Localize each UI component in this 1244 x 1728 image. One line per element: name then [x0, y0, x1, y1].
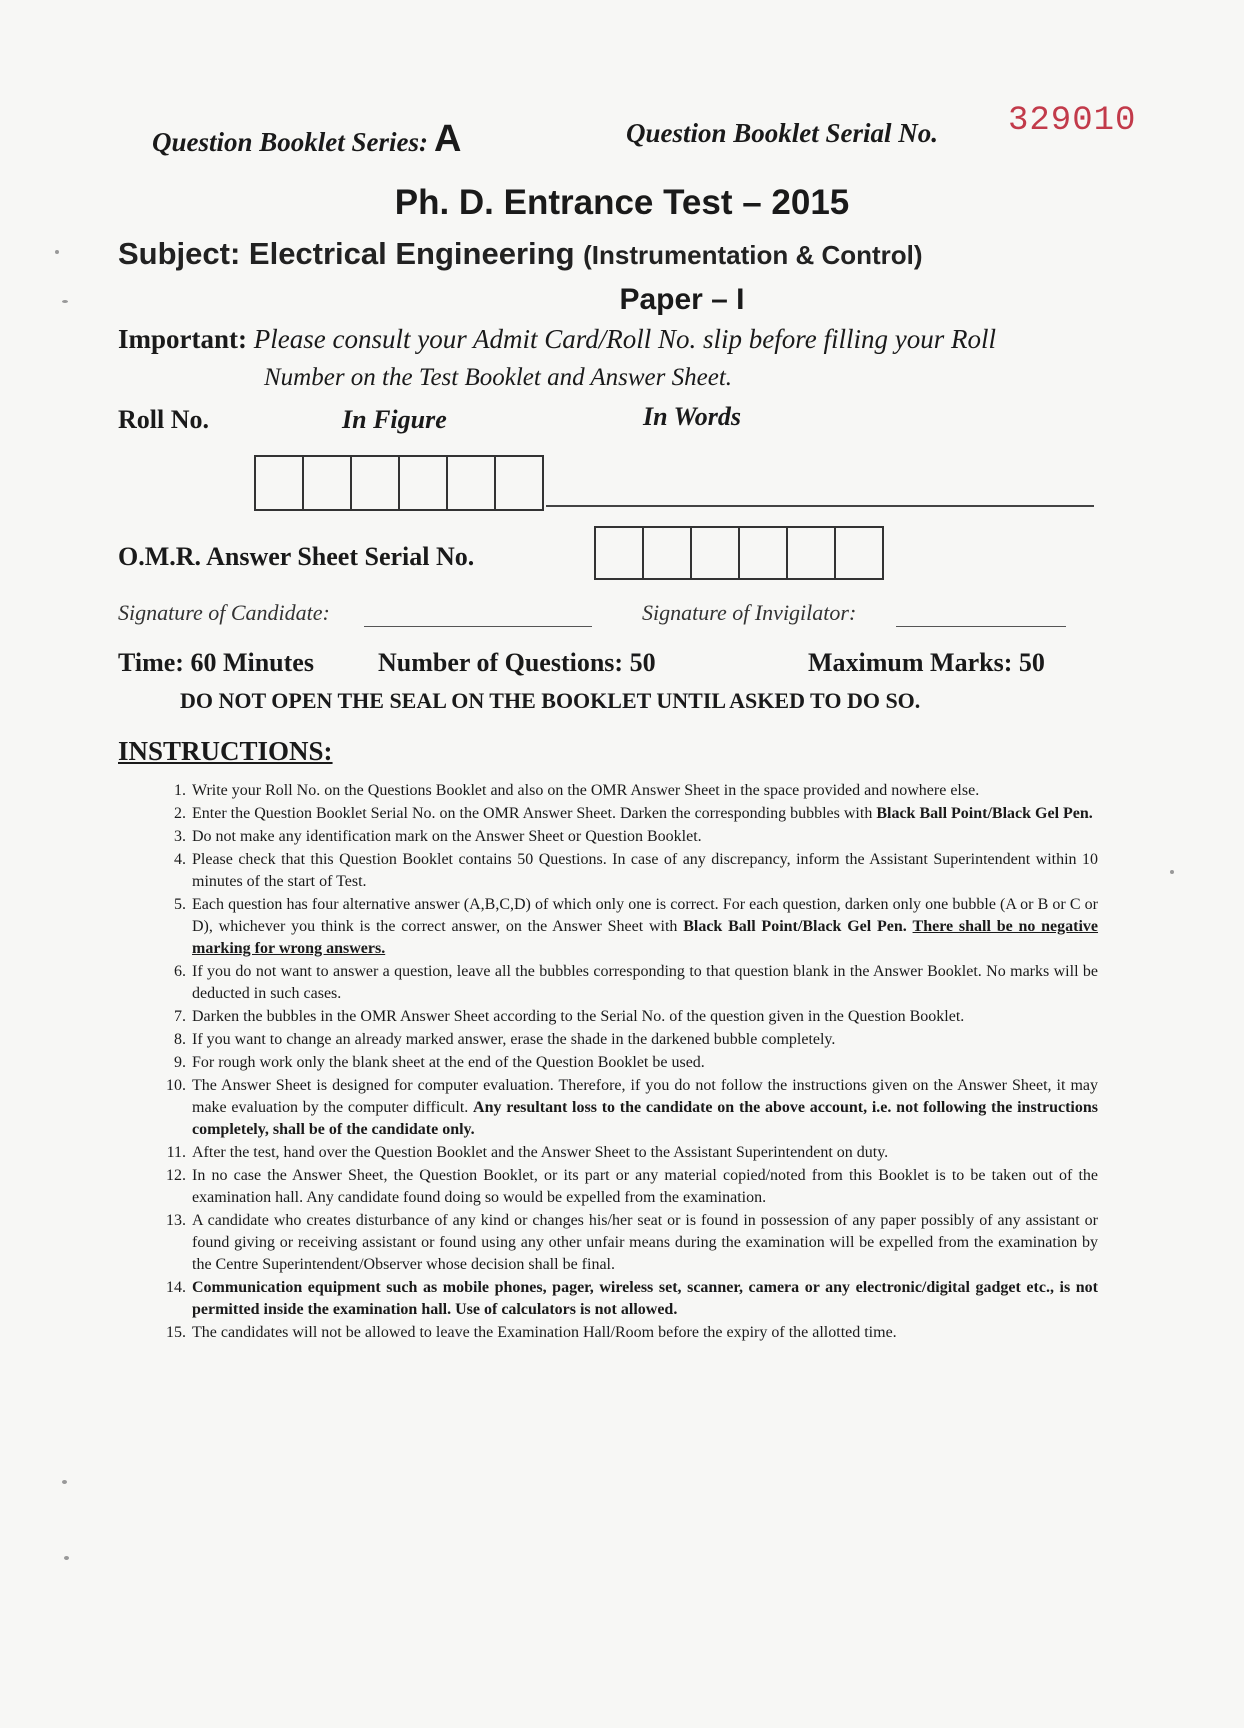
in-figure-label: In Figure: [342, 405, 447, 434]
candidate-signature-label: Signature of Candidate:: [118, 600, 330, 625]
instruction-text: If you want to change an already marked answer, erase the shade in the darkened bubble completely.: [192, 1031, 836, 1048]
instruction-number: 8.: [174, 1031, 186, 1048]
series-label: Question Booklet Series: A: [152, 118, 462, 160]
serial-number-stamp: 329010: [1008, 102, 1137, 140]
omr-serial-boxes[interactable]: [594, 526, 884, 580]
instruction-text: In no case the Answer Sheet, the Question Booklet, or its part or any material copied/noted from this Booklet is to be taken out of the examination hall. Any candidate found doing so would be expelled from the examination.: [192, 1167, 1098, 1206]
omr-digit-box[interactable]: [836, 528, 882, 578]
instruction-number: 13.: [166, 1212, 186, 1229]
roll-number-boxes[interactable]: [254, 455, 544, 511]
instruction-number: 14.: [166, 1279, 186, 1296]
candidate-signature-line[interactable]: [364, 626, 592, 627]
instruction-number: 11.: [166, 1144, 186, 1161]
invigilator-signature-line[interactable]: [896, 626, 1066, 627]
instruction-item: [118, 894, 1098, 960]
omr-label: O.M.R. Answer Sheet Serial No.: [118, 542, 475, 571]
instruction-text: If you do not want to answer a question, leave all the bubbles corresponding to that question blank in the Answer Booklet. No marks will be deducted in such cases.: [192, 963, 1098, 1002]
instruction-number: 5.: [174, 896, 186, 913]
instruction-number: 6.: [174, 963, 186, 980]
roll-digit-box[interactable]: [400, 457, 448, 509]
instruction-item: [118, 780, 1098, 802]
instruction-item: [118, 1075, 1098, 1141]
instructions-heading: INSTRUCTIONS:: [118, 736, 333, 766]
instruction-text: Each question has four alternative answer (A,B,C,D) of which only one is correct. For each question, darken only one bubble (A or B or C or D), whichever you think is the correct answer, on the Answer Sheet with: [192, 896, 1098, 935]
invigilator-signature-label: Signature of Invigilator:: [642, 600, 857, 625]
instruction-text: Do not make any identification mark on the Answer Sheet or Question Booklet.: [192, 828, 702, 845]
instruction-text: After the test, hand over the Question Booklet and the Answer Sheet to the Assistant Superintendent on duty.: [192, 1144, 889, 1161]
subject-specialization: (Instrumentation & Control): [583, 240, 923, 270]
instruction-item: [118, 1029, 1098, 1051]
roll-digit-box[interactable]: [352, 457, 400, 509]
page-title: Ph. D. Entrance Test – 2015: [394, 183, 850, 222]
instruction-text: The Answer Sheet is designed for computer evaluation. Therefore, if you do not follow the instructions given on the Answer Sheet, it may make evaluation by the computer difficult.: [192, 1077, 1098, 1116]
roll-number-row: [118, 402, 1118, 445]
instruction-bold-text: Communication equipment such as mobile phones, pager, wireless set, scanner, camera or any electronic/digital gadget etc., is not permitted inside the examination hall. Use of calculators is not allowed.: [192, 1279, 1098, 1318]
scan-speck: [64, 1556, 69, 1560]
scan-speck: [55, 250, 59, 254]
omr-digit-box[interactable]: [692, 528, 740, 578]
instructions-list: [118, 780, 1098, 1345]
instruction-number: 1.: [174, 782, 186, 799]
instruction-item: [118, 961, 1098, 1005]
paper-number: Paper – I: [619, 283, 745, 316]
scan-speck: [62, 300, 68, 303]
instruction-text: Enter the Question Booklet Serial No. on the OMR Answer Sheet. Darken the corresponding bubbles with: [192, 805, 877, 822]
instruction-item: [118, 803, 1098, 825]
subject-line: [118, 236, 923, 272]
scan-speck: [1170, 870, 1174, 874]
important-text-2: Number on the Test Booklet and Answer Sheet.: [264, 364, 733, 391]
instruction-item: [118, 1210, 1098, 1276]
instruction-text: Write your Roll No. on the Questions Booklet and also on the OMR Answer Sheet in the space provided and nowhere else.: [192, 782, 980, 799]
omr-digit-box[interactable]: [596, 528, 644, 578]
serial-label: Question Booklet Serial No.: [626, 118, 939, 148]
instruction-number: 7.: [174, 1008, 186, 1025]
maximum-marks: Maximum Marks: 50: [808, 648, 1045, 677]
instruction-number: 2.: [174, 805, 186, 822]
seal-warning: DO NOT OPEN THE SEAL ON THE BOOKLET UNTIL ASKED TO DO SO.: [180, 688, 921, 713]
instruction-item: [118, 849, 1098, 893]
roll-digit-box[interactable]: [496, 457, 542, 509]
instruction-number: 12.: [166, 1167, 186, 1184]
important-note: [118, 324, 996, 355]
instruction-item: [118, 1006, 1098, 1028]
instruction-item: [118, 1165, 1098, 1209]
roll-in-words-line[interactable]: [546, 505, 1094, 507]
instruction-number: 4.: [174, 851, 186, 868]
roll-digit-box[interactable]: [448, 457, 496, 509]
roll-digit-box[interactable]: [256, 457, 304, 509]
instruction-text: Please check that this Question Booklet contains 50 Questions. In case of any discrepancy, inform the Assistant Superintendent within 10 minutes of the start of Test.: [192, 851, 1098, 890]
scan-speck: [62, 1480, 67, 1484]
instruction-item: [118, 1052, 1098, 1074]
booklet-header-row: [152, 102, 1137, 160]
omr-digit-box[interactable]: [644, 528, 692, 578]
instruction-item: [118, 1322, 1098, 1344]
instruction-text: For rough work only the blank sheet at the end of the Question Booklet be used.: [192, 1054, 705, 1071]
instruction-item: [118, 1277, 1098, 1321]
important-label: Important:: [118, 324, 247, 354]
instruction-item: [118, 1142, 1098, 1164]
roll-digit-box[interactable]: [304, 457, 352, 509]
instruction-underlined-text: There shall be no negative marking for wrong answers.: [192, 918, 1099, 957]
instruction-number: 3.: [174, 828, 186, 845]
instruction-text: The candidates will not be allowed to leave the Examination Hall/Room before the expiry of the allotted time.: [192, 1324, 897, 1341]
instruction-text: A candidate who creates disturbance of any kind or changes his/her seat or is found in possession of any paper possibly of any assistant or found giving or receiving assistant or found using any other unfair means during the examination will be expelled from the examination by the Centre Superintendent/Observer whose decision shall be final.: [192, 1212, 1098, 1273]
instruction-number: 9.: [174, 1054, 186, 1071]
roll-label: Roll No.: [118, 405, 209, 434]
question-count: Number of Questions: 50: [378, 648, 656, 677]
instruction-number: 15.: [166, 1324, 186, 1341]
instruction-bold-text: Black Ball Point/Black Gel Pen.: [683, 918, 907, 935]
important-text-1: Please consult your Admit Card/Roll No. slip before filling your Roll: [253, 324, 996, 354]
subject-main: Subject: Electrical Engineering: [118, 236, 575, 271]
exam-meta-row: [118, 648, 1118, 684]
instruction-number: 10.: [166, 1077, 186, 1094]
instruction-bold-text: Any resultant loss to the candidate on the above account, i.e. not following the instructions completely, shall be of the candidate only.: [192, 1099, 1099, 1138]
series-letter: A: [434, 118, 462, 160]
instruction-bold-text: Black Ball Point/Black Gel Pen.: [876, 805, 1093, 822]
in-words-label: In Words: [643, 402, 742, 431]
time-limit: Time: 60 Minutes: [118, 648, 314, 677]
instruction-text: Darken the bubbles in the OMR Answer Sheet according to the Serial No. of the question given in the Question Booklet.: [192, 1008, 965, 1025]
instruction-item: [118, 826, 1098, 848]
omr-digit-box[interactable]: [788, 528, 836, 578]
omr-digit-box[interactable]: [740, 528, 788, 578]
